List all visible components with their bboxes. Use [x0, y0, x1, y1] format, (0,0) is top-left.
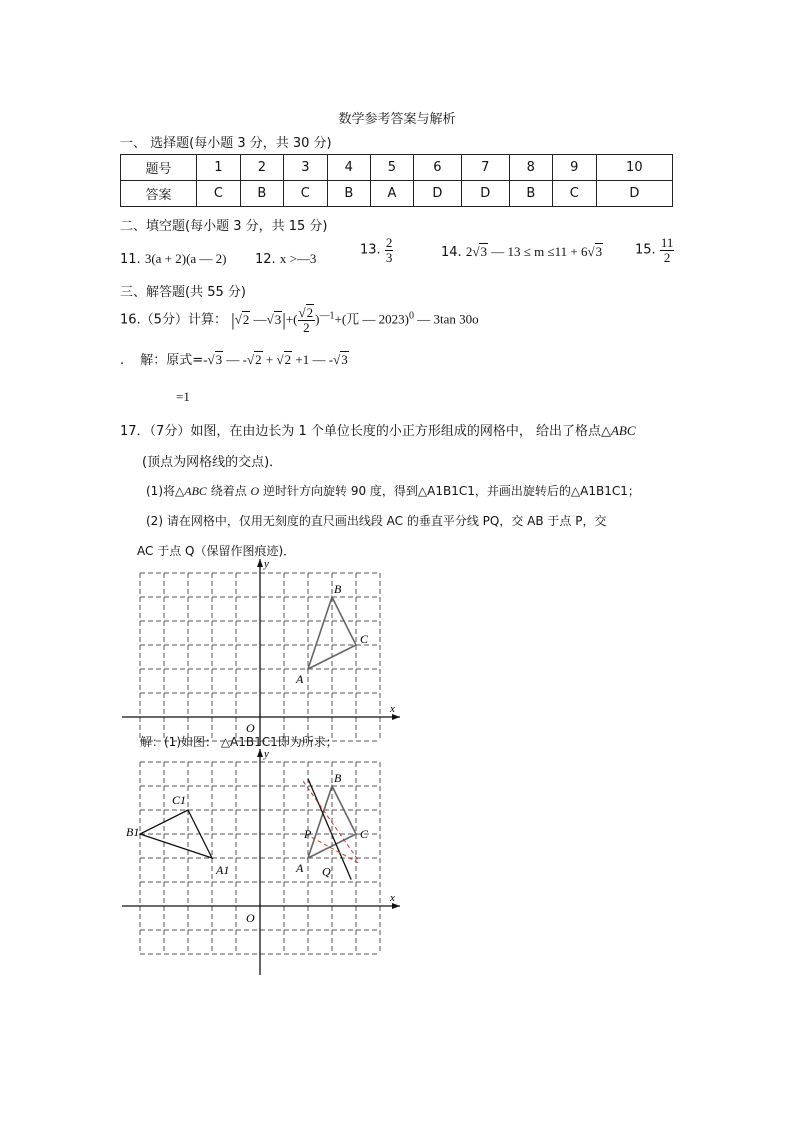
q17-part1-a: (1)将△	[146, 484, 185, 498]
q16-fraction	[298, 306, 316, 334]
q17-part-1	[146, 482, 640, 499]
label-a: A	[296, 861, 304, 875]
q13-fraction	[385, 236, 394, 264]
x-axis-label: x	[390, 892, 395, 904]
table-cell: B	[509, 181, 552, 207]
q17-part-2-line-2: AC 于点 Q（保留作图痕迹)．	[137, 544, 296, 558]
sol16-part2: — -	[223, 352, 248, 367]
answer-table	[120, 154, 673, 207]
q16-tail: — 3tan 30o	[414, 311, 479, 327]
origin-label: O	[246, 911, 255, 925]
q16-abs-close: |	[282, 309, 286, 330]
q17-part1-c: 逆时针方向旋转 90 度，得到△A1B1C1，并画出旋转后的△A1B1C1；	[259, 484, 640, 498]
q17-solution-text: 解：(1)如图： △A1B1C1即为所求；	[140, 735, 338, 749]
q14-sqrt-1: √3	[472, 244, 487, 259]
table-cell: C	[283, 181, 327, 207]
label-a: A	[296, 672, 304, 686]
table-cell: 4	[327, 155, 370, 181]
table-cell: D	[461, 181, 509, 207]
q17-part1-abc: ABC	[184, 484, 207, 498]
question-16	[120, 306, 479, 334]
solution-16	[120, 349, 349, 368]
table-cell: 7	[461, 155, 509, 181]
sol16-radicand-1: 3	[215, 352, 223, 367]
q17-abc: ABC	[610, 423, 636, 438]
y-axis-label: y	[264, 558, 269, 570]
table-cell: B	[240, 181, 283, 207]
section-3-heading: 三、解答题(共 55 分)	[120, 285, 246, 300]
label-a1: A1	[216, 863, 230, 877]
q16-radicand-a: 2	[242, 311, 250, 327]
sol16-sqrt-1: √3	[207, 352, 223, 367]
q16-close-paren: )	[315, 311, 320, 327]
q16-radicand-b: 3	[274, 311, 282, 327]
sol16-radicand-2: 2	[255, 352, 262, 367]
sol16-sqrt-4: √3	[333, 352, 348, 367]
q16-exponent-0: 0	[409, 310, 414, 322]
sol16-part4: +1 — -	[292, 352, 334, 367]
table-header-answer: 答案	[121, 181, 197, 207]
sol16-part3: +	[262, 352, 277, 367]
q12-expression: x >—3	[279, 251, 317, 266]
sol16-sqrt-3: √2	[276, 352, 292, 367]
table-cell: 1	[197, 155, 241, 181]
q16-rest: +(兀 — 2023)	[334, 311, 409, 327]
q14-radicand-1: 3	[480, 244, 487, 259]
table-cell: D	[413, 181, 461, 207]
q16-sqrt-b: √3	[266, 311, 282, 327]
origin-label: O	[246, 721, 255, 735]
answer-14	[441, 244, 603, 260]
label-b1: B1	[126, 825, 140, 839]
table-row-answers	[121, 181, 673, 207]
sol16-result: =1	[176, 389, 190, 404]
label-q: Q	[322, 864, 331, 879]
sol16-dot: .	[120, 353, 125, 368]
sol16-sign: -	[203, 352, 208, 367]
table-cell: B	[327, 181, 370, 207]
q17-line-2: (顶点为网格线的交点)．	[142, 455, 283, 470]
table-cell: A	[370, 181, 413, 207]
answer-12	[255, 251, 316, 267]
q16-abs-open: |	[231, 309, 235, 330]
table-cell: 8	[509, 155, 552, 181]
sol16-radicand-3: 2	[284, 352, 292, 367]
q17-part-2-line-1: (2) 请在网格中，仅用无刻度的直尺画出线段 AC 的垂直平分线 PQ，交 AB 于点 P，交	[146, 514, 607, 528]
table-cell: 5	[370, 155, 413, 181]
label-b: B	[334, 771, 342, 785]
q11-number: 11.	[120, 252, 141, 267]
table-cell: 2	[240, 155, 283, 181]
table-row-numbers	[121, 155, 673, 181]
label-c1: C1	[172, 793, 187, 807]
figure-2-grid	[112, 745, 412, 980]
table-header-question: 题号	[121, 155, 197, 181]
y-axis-arrow-icon	[257, 559, 263, 567]
answer-15	[635, 236, 674, 264]
q15-denominator: 2	[663, 249, 671, 265]
q16-plus-paren: +(	[285, 311, 298, 327]
q17-part1-o: O	[250, 484, 260, 498]
sol16-label: 解：原式=	[140, 353, 204, 368]
label-p: P	[304, 827, 312, 841]
table-cell: D	[596, 181, 672, 207]
q16-exponent-neg1: —1	[319, 310, 335, 322]
q13-number: 13.	[360, 242, 381, 258]
section-2-heading: 二、填空题(每小题 3 分，共 15 分)	[120, 219, 328, 234]
q14-number: 14.	[441, 245, 462, 260]
page-title: 数学参考答案与解析	[338, 112, 456, 127]
q15-numerator: 11	[660, 235, 674, 250]
q14-radicand-2: 3	[595, 244, 603, 259]
q14-sqrt-2: √3	[587, 244, 603, 259]
sol16-radicand-4: 3	[341, 352, 348, 367]
q15-number: 15.	[635, 242, 656, 258]
label-b: B	[334, 582, 342, 596]
figure-1-grid	[112, 555, 412, 745]
table-cell: 9	[552, 155, 596, 181]
q16-sqrt-a: √2	[234, 311, 250, 327]
q17-line-1	[120, 420, 636, 439]
q14-middle: — 13 ≤ m ≤11 + 6	[487, 244, 588, 259]
q16-frac-radicand: 2	[306, 305, 314, 320]
table-cell: C	[552, 181, 596, 207]
q17-line1-text: 17．（7分）如图，在由边长为 1 个单位长度的小正方形组成的网格中， 给出了格点△	[120, 424, 611, 439]
y-axis-arrow-icon	[257, 749, 263, 757]
answer-11	[120, 251, 227, 267]
label-c: C	[360, 632, 369, 646]
q16-label: 16.（5分）计算：	[120, 312, 227, 328]
q11-expression: 3(a + 2)(a — 2)	[144, 251, 227, 266]
table-cell: 10	[596, 155, 672, 181]
q15-fraction	[660, 236, 675, 264]
answer-13	[360, 236, 393, 264]
y-axis-label: y	[264, 748, 269, 760]
q16-frac-denominator: 2	[303, 319, 310, 335]
q13-denominator: 3	[385, 249, 393, 265]
table-cell: 3	[283, 155, 327, 181]
label-c: C	[360, 827, 369, 841]
x-axis-label: x	[390, 703, 395, 715]
q16-minus: —	[250, 311, 267, 327]
section-1-heading: 一、 选择题(每小题 3 分，共 30 分)	[120, 136, 332, 151]
q13-numerator: 2	[385, 235, 393, 250]
table-cell: C	[197, 181, 241, 207]
q14-coef: 2	[465, 244, 473, 259]
q16-frac-numerator: √2	[298, 305, 314, 320]
q12-number: 12.	[255, 252, 276, 267]
q17-part1-b: 绕着点	[206, 484, 251, 498]
table-cell: 6	[413, 155, 461, 181]
sol16-sqrt-2: √2	[247, 352, 262, 367]
